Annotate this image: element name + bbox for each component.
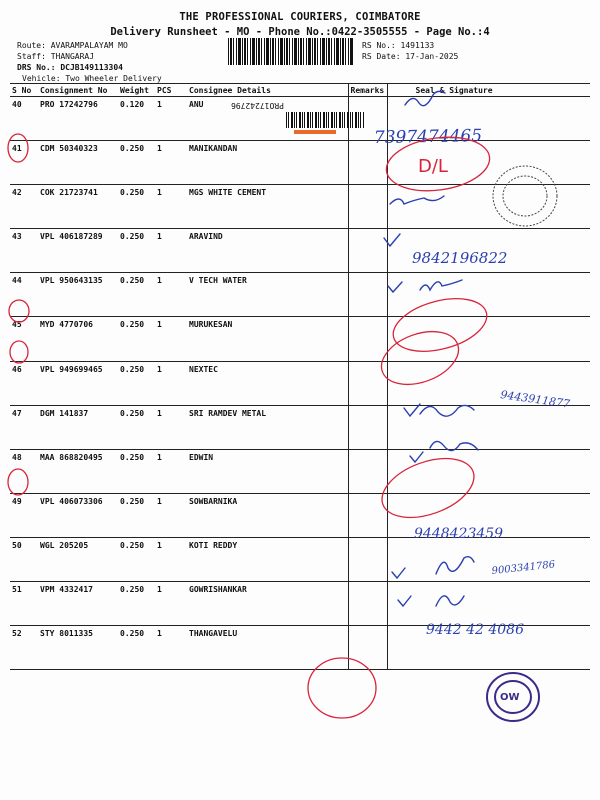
row-sno: 51 <box>10 582 38 626</box>
company-title: THE PROFESSIONAL COURIERS, COIMBATORE <box>179 11 421 23</box>
row-remarks <box>348 229 387 273</box>
row-signature-area <box>387 493 590 537</box>
row-weight: 0.250 <box>118 229 155 273</box>
rs-block <box>362 40 458 62</box>
row-signature-area <box>387 449 590 493</box>
row-weight: 0.250 <box>118 273 155 317</box>
header-consignment: Consignment No <box>38 84 118 97</box>
rs-number: RS No.: 1491133 <box>362 41 435 50</box>
row-sno: 43 <box>10 229 38 273</box>
row-sno: 50 <box>10 537 38 581</box>
row-consignment-no: VPL 406073306 <box>38 493 118 537</box>
table-row <box>10 317 590 361</box>
handwritten-phone-41: 7397474465 <box>373 126 483 148</box>
row-consignment-no: WGL 205205 <box>38 537 118 581</box>
row-signature-area <box>387 626 590 670</box>
row-consignment-no: COK 21723741 <box>38 185 118 229</box>
vehicle-text: Vehicle: Two Wheeler Delivery <box>22 74 162 83</box>
row-weight: 0.250 <box>118 317 155 361</box>
runsheet-subtitle: Delivery Runsheet - MO - Phone No.:0422-3505555 - Page No.:4 <box>110 26 490 38</box>
row-consignee: SRI RAMDEV METAL <box>187 405 348 449</box>
row-pcs: 1 <box>155 537 187 581</box>
row-weight: 0.250 <box>118 493 155 537</box>
row-sno: 46 <box>10 361 38 405</box>
row-signature-area <box>387 537 590 581</box>
row-remarks <box>348 493 387 537</box>
row-consignee: V TECH WATER <box>187 273 348 317</box>
runsheet-barcode <box>228 38 354 65</box>
row-pcs: 1 <box>155 317 187 361</box>
row-pcs: 1 <box>155 405 187 449</box>
row-signature-area <box>387 582 590 626</box>
row-pcs: 1 <box>155 626 187 670</box>
row-signature-area <box>387 229 590 273</box>
row-remarks <box>348 626 387 670</box>
table-row <box>10 141 590 185</box>
staff-text: Staff: THANGARAJ <box>17 52 95 61</box>
row-sno: 48 <box>10 449 38 493</box>
row-weight: 0.250 <box>118 626 155 670</box>
table-row <box>10 185 590 229</box>
row-remarks <box>348 273 387 317</box>
row-signature-area <box>387 97 590 141</box>
row-signature-area <box>387 141 590 185</box>
route-staff-block <box>17 40 162 84</box>
row-remarks <box>348 582 387 626</box>
row-signature-area <box>387 273 590 317</box>
header-weight: Weight <box>118 84 155 97</box>
row-pcs: 1 <box>155 97 187 141</box>
row-consignment-no: STY 8011335 <box>38 626 118 670</box>
row-sno: 52 <box>10 626 38 670</box>
header-signature: Seal & Signature <box>387 84 590 97</box>
row-remarks <box>348 185 387 229</box>
row-consignment-no: MAA 868820495 <box>38 449 118 493</box>
row-sno: 47 <box>10 405 38 449</box>
row-sno: 42 <box>10 185 38 229</box>
row-consignment-no: VPL 949699465 <box>38 361 118 405</box>
row-weight: 0.120 <box>118 97 155 141</box>
purple-stamp <box>487 673 539 721</box>
row-remarks <box>348 97 387 141</box>
row-consignee: KOTI REDDY <box>187 537 348 581</box>
row-consignee: THANGAVELU <box>187 626 348 670</box>
table-row <box>10 97 590 141</box>
table-header-row <box>10 84 590 97</box>
row-consignee: ANU <box>187 97 348 141</box>
row-consignee: MGS WHITE CEMENT <box>187 185 348 229</box>
row-pcs: 1 <box>155 229 187 273</box>
row-sno: 45 <box>10 317 38 361</box>
row-remarks <box>348 141 387 185</box>
row-pcs: 1 <box>155 361 187 405</box>
red-dl-mark: D/L <box>418 156 448 177</box>
runsheet-table <box>10 83 590 670</box>
row-consignment-no: DGM 141837 <box>38 405 118 449</box>
table-row <box>10 626 590 670</box>
row-sno: 41 <box>10 141 38 185</box>
row-consignee: SOWBARNIKA <box>187 493 348 537</box>
handwritten-phone-50: 9448423459 <box>414 526 504 542</box>
row-consignment-no: CDM 50340323 <box>38 141 118 185</box>
row-consignee: NEXTEC <box>187 361 348 405</box>
table-row <box>10 537 590 581</box>
row-consignee: MURUKESAN <box>187 317 348 361</box>
row-signature-area <box>387 317 590 361</box>
header-pcs: PCS <box>155 84 187 97</box>
row-consignee: ARAVIND <box>187 229 348 273</box>
row-consignee: EDWIN <box>187 449 348 493</box>
table-row <box>10 361 590 405</box>
row-consignment-no: VPM 4332417 <box>38 582 118 626</box>
handwritten-phone-47: 9443911877 <box>499 388 571 411</box>
row-remarks <box>348 537 387 581</box>
row-consignment-no: MYD 4770706 <box>38 317 118 361</box>
row-signature-area <box>387 361 590 405</box>
row-pcs: 1 <box>155 141 187 185</box>
row-remarks <box>348 405 387 449</box>
header-consignee: Consignee Details <box>187 84 348 97</box>
row-consignment-no: VPL 406187289 <box>38 229 118 273</box>
table-row <box>10 273 590 317</box>
header-remarks: Remarks <box>348 84 387 97</box>
row-weight: 0.250 <box>118 141 155 185</box>
row-consignee: MANIKANDAN <box>187 141 348 185</box>
row-weight: 0.250 <box>118 582 155 626</box>
row-pcs: 1 <box>155 449 187 493</box>
rs-date: RS Date: 17-Jan-2025 <box>362 52 459 61</box>
header-sno: S No <box>10 84 38 97</box>
table-row <box>10 229 590 273</box>
row-consignee: GOWRISHANKAR <box>187 582 348 626</box>
row-signature-area <box>387 405 590 449</box>
route-text: Route: AVARAMPALAYAM MO <box>17 41 128 50</box>
row-weight: 0.250 <box>118 361 155 405</box>
row-remarks <box>348 449 387 493</box>
row-pcs: 1 <box>155 273 187 317</box>
row-pcs: 1 <box>155 185 187 229</box>
row-pcs: 1 <box>155 493 187 537</box>
row-consignment-no: VPL 950643135 <box>38 273 118 317</box>
row-weight: 0.250 <box>118 449 155 493</box>
table-row <box>10 493 590 537</box>
row-remarks <box>348 317 387 361</box>
handwritten-phone-51: 9003341786 <box>491 559 556 577</box>
handwritten-phone-52: 9442 42 4086 <box>426 622 524 638</box>
purple-stamp-text: OW <box>500 692 520 703</box>
row-weight: 0.250 <box>118 537 155 581</box>
row-sno: 44 <box>10 273 38 317</box>
row-signature-area <box>387 185 590 229</box>
table-row <box>10 449 590 493</box>
table-row <box>10 405 590 449</box>
table-row <box>10 582 590 626</box>
row-remarks <box>348 361 387 405</box>
row-consignment-no: PRO 17242796 <box>38 97 118 141</box>
row-sno: 40 <box>10 97 38 141</box>
row-weight: 0.250 <box>118 185 155 229</box>
row-pcs: 1 <box>155 582 187 626</box>
consignment-label-text: PRO17242796 <box>231 101 284 110</box>
handwritten-phone-43: 9842196822 <box>412 249 508 267</box>
row-weight: 0.250 <box>118 405 155 449</box>
drs-text: DRS No.: DCJB149113304 <box>17 63 123 72</box>
row-sno: 49 <box>10 493 38 537</box>
